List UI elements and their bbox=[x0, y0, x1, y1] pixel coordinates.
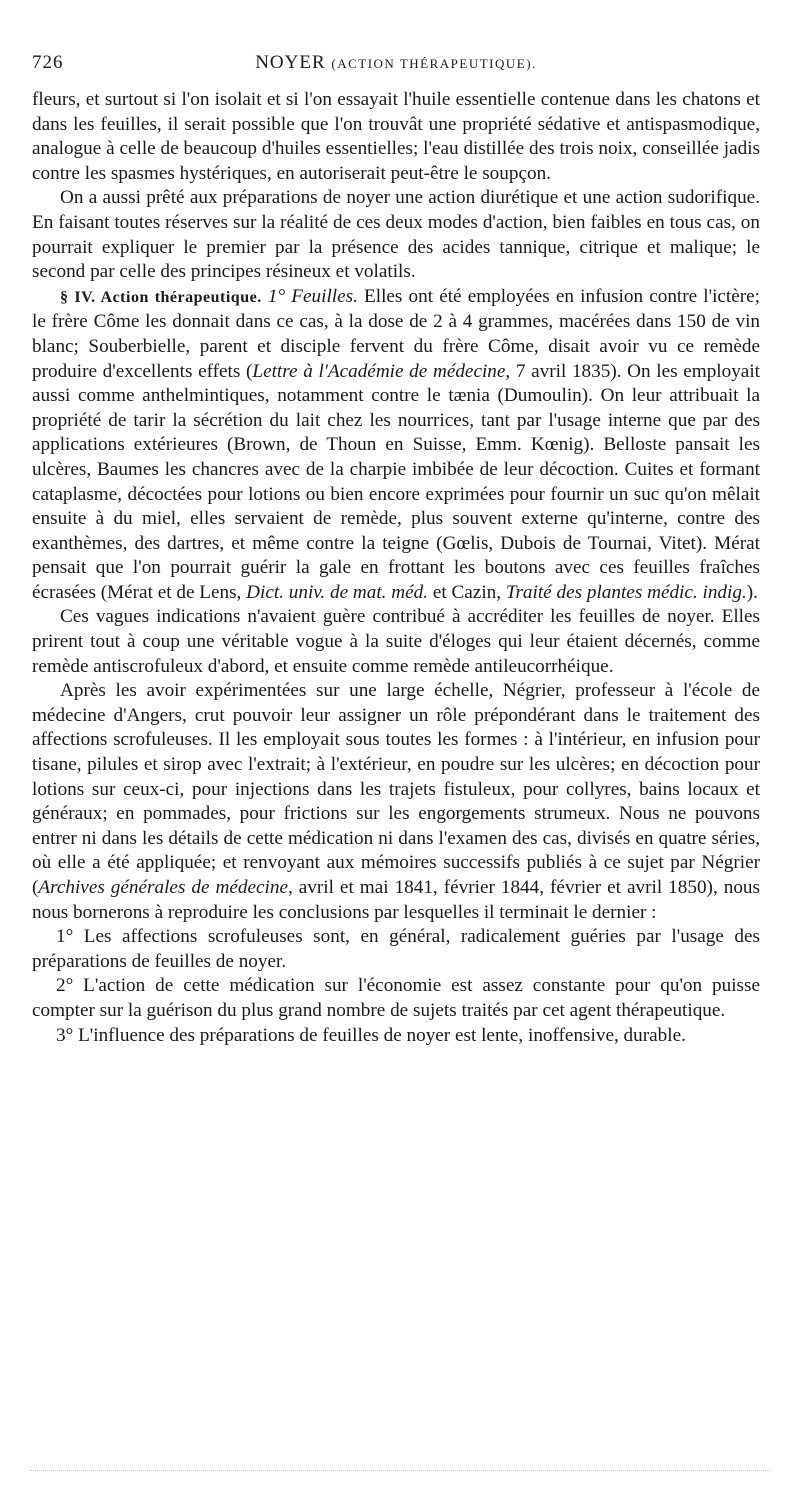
text-segment: Elles ont été employées en infusion contre l'ictère; le frère Côme les donnait dans ce cas, à la dose de 2 à 4 grammes, macérées dans 150 de vin blanc; Souberbielle, parent et disciple fervent du frère Côme, disait avoir vu ce remède produire d'excellents effets ( bbox=[32, 285, 761, 382]
paragraph-therapeutic-leaves bbox=[32, 285, 760, 606]
paragraph-diuretic-action: On a aussi prêté aux préparations de noyer une action diurétique et une action sudorifique. En faisant toutes réserves sur la réalité de ces deux modes d'action, bien faibles en tous cas, on pourrait expliquer le premier par la présence des acides tannique, citrique et malique; le second par celle des principes résineux et volatils. bbox=[32, 187, 760, 283]
paragraph-vague-indications: Ces vagues indications n'avaient guère contribué à accréditer les feuilles de noyer. Elles prirent tout à coup une véritable vogue à la suite d'éloges qui leur étaient décernés, comme remède antiscrofuleux d'abord, et ensuite comme remède antileucorrhéique. bbox=[32, 606, 760, 677]
book-page bbox=[32, 52, 760, 1048]
running-title-main: NOYER bbox=[255, 52, 326, 73]
scan-bottom-marks bbox=[30, 1470, 770, 1475]
citation-dict-univ: Dict. univ. de mat. méd. bbox=[246, 581, 429, 603]
paragraph-negrier bbox=[32, 679, 760, 925]
conclusion-1: 1° Les affections scrofuleuses sont, en général, radicalement guéries par l'usage des préparations de feuilles de noyer. bbox=[32, 926, 760, 972]
body-text bbox=[32, 88, 760, 1048]
text-segment: et Cazin, bbox=[428, 581, 506, 603]
text-segment: Après les avoir expérimentées sur une large échelle, Négrier, professeur à l'école de médecine d'Angers, crut pouvoir leur assigner un rôle prépondérant dans le traitement des affections scrofuleuses. Il les employait sous toutes les formes : à l'intérieur, en infusion pour tisane, pilules et sirop avec l'extrait; à l'extérieur, en poudre sur les ulcères; en décoction pour lotions sur ceux-ci, pour injections dans les trajets fistuleux, pour collyres, bains locaux et généraux; en pommades, pour frictions sur les engorgements strumeux. Nous ne pouvons entrer ni dans les détails de cette médication ni dans l'examen des cas, divisés en quatre séries, où elle a été appliquée; et renvoyant aux mémoires successifs publiés à ce sujet par Négrier ( bbox=[32, 680, 760, 898]
conclusion-2: 2° L'action de cette médication sur l'économie est assez constante pour qu'on puisse compter sur la guérison du plus grand nombre de sujets traités par cet agent thérapeutique. bbox=[32, 975, 760, 1021]
section-heading: § IV. Action thérapeutique. bbox=[60, 288, 262, 306]
text-segment: , avril et mai 1841, février 1844, février et avril 1850), nous nous bornerons à reproduire les conclusions par lesquelles il terminait le dernier : bbox=[32, 877, 760, 923]
citation-lettre-academie: Lettre à l'Académie de médecine bbox=[252, 360, 506, 382]
page-header bbox=[32, 52, 760, 88]
text-segment: ). bbox=[746, 581, 758, 603]
text-segment: , 7 avril 1835). On les employait aussi comme anthelmintiques, notamment contre le tænia (Dumoulin). On leur attribuait la propriété de tarir la sécrétion du lait chez les nourrices, tant par l'usage interne que par des applications extérieures (Brown, de Thoun en Suisse, Emm. Kœnig). Belloste pansait les ulcères, Baumes les chancres avec de la charpie imbibée de leur décoction. Cuites et formant cataplasme, décoctées pour lotions ou bien encore exprimées pour fournir un suc qu'on mêlait ensuite à du miel, elles servaient de remède, plus souvent externe qu'interne, contre des exanthèmes, des dartres, et même contre la teigne (Gœlis, Dubois de Tournai, Vitet). Mérat pensait que l'on pourrait guérir la gale en frottant les boutons avec ces feuilles fraîches écrasées (Mérat et de Lens, bbox=[32, 360, 760, 603]
citation-traite-plantes: Traité des plantes médic. indig. bbox=[505, 581, 747, 603]
conclusion-3: 3° L'influence des préparations de feuilles de noyer est lente, inoffensive, durable. bbox=[56, 1024, 686, 1046]
paragraph-continuation: fleurs, et surtout si l'on isolait et si l'on essayait l'huile essentielle contenue dans les chatons et dans les feuilles, il serait possible que l'on trouvât une propriété sédative et antispasmodique, analogue à celle de beaucoup d'huiles essentielles; l'eau distillée des trois noix, conseillée jadis contre les spasmes hystériques, en autoriserait peut-être le soupçon. bbox=[32, 89, 760, 184]
running-title bbox=[32, 52, 760, 74]
running-title-subtitle: (ACTION THÉRAPEUTIQUE). bbox=[331, 56, 537, 71]
citation-archives-generales: Archives générales de médecine bbox=[38, 877, 288, 898]
subheading-leaves: 1° Feuilles. bbox=[267, 285, 358, 307]
page-number: 726 bbox=[32, 52, 64, 73]
